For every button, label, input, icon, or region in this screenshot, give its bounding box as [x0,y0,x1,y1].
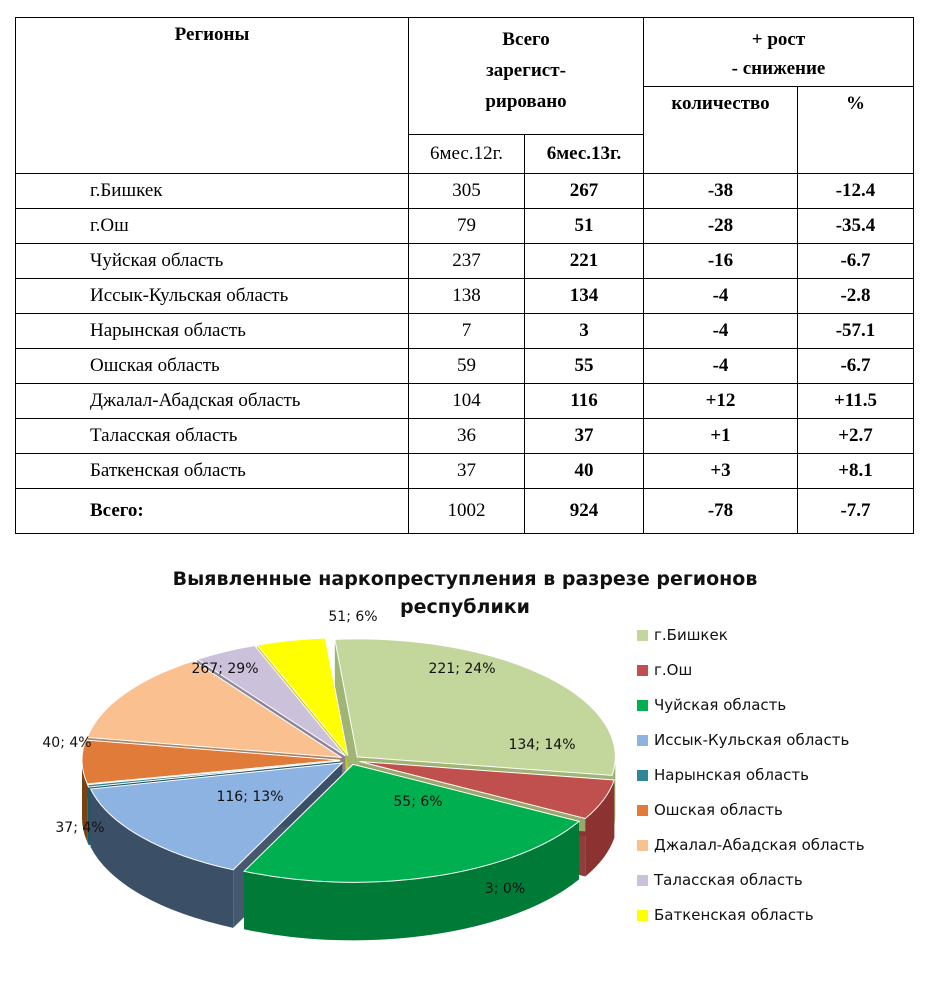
row-percent: -57.1 [798,314,914,349]
legend-swatch-5 [637,805,648,816]
row-quantity: -4 [644,279,798,314]
pie-slice-label-3: 134; 14% [508,737,576,753]
row-region: Джалал-Абадская область [16,384,409,419]
row-2012: 305 [409,174,525,209]
row-2012: 36 [409,419,525,454]
row-2012: 138 [409,279,525,314]
legend-entry-7: Таласская область [654,871,803,889]
header-change [644,18,914,87]
row-2012: 7 [409,314,525,349]
header-period-2012-text: 6мес.12г. [429,143,503,165]
row-percent: -2.8 [798,279,914,314]
row-2013: 221 [525,244,644,279]
table-row [16,174,914,209]
header-quantity [644,87,798,174]
row-region: Таласская область [16,419,409,454]
row-region: г.Бишкек [16,174,409,209]
legend-swatch-6 [637,840,648,851]
pie-slice-label-2: 221; 24% [428,661,496,677]
table-row [16,349,914,384]
table-row [16,384,914,419]
total-quantity: -78 [644,489,798,534]
row-percent: -35.4 [798,209,914,244]
row-region: Баткенская область [16,454,409,489]
header-region [16,18,409,174]
total-2013: 924 [525,489,644,534]
pie-slice-label-8: 40; 4% [42,735,92,751]
row-percent: -12.4 [798,174,914,209]
row-percent: +8.1 [798,454,914,489]
header-period-2012 [409,135,525,174]
chart-title-line2: республики [400,596,530,618]
header-percent-text: % [846,93,865,114]
pie-side-4 [88,785,89,845]
table-row [16,279,914,314]
row-2012: 237 [409,244,525,279]
header-percent [798,87,914,174]
legend-entry-2: Чуйская область [654,696,787,714]
row-2012: 59 [409,349,525,384]
row-quantity: -38 [644,174,798,209]
header-registered [409,18,644,135]
header-registered-line1: Всего [502,29,550,50]
pie-chart [0,555,926,1000]
pie-slice-label-7: 37; 4% [55,820,105,836]
chart-title-line1: Выявленные наркопреступления в разрезе регионов [172,568,758,590]
row-region: Чуйская область [16,244,409,279]
row-2013: 267 [525,174,644,209]
pie-slice-0 [335,639,615,776]
row-quantity: +3 [644,454,798,489]
row-quantity: +1 [644,419,798,454]
table-row [16,209,914,244]
pie-slice-label-5: 55; 6% [393,794,443,810]
total-percent: -7.7 [798,489,914,534]
row-2013: 116 [525,384,644,419]
pie-slice-label-4: 3; 0% [484,881,526,897]
row-quantity: +12 [644,384,798,419]
legend-entry-3: Иссык-Кульская область [654,731,850,749]
table-row [16,419,914,454]
legend-entry-8: Баткенская область [654,906,814,924]
row-percent: +2.7 [798,419,914,454]
header-period-2013-text: 6мес.13г. [546,143,622,165]
header-quantity-text: количество [671,93,770,114]
row-2013: 134 [525,279,644,314]
row-region: Нарынская область [16,314,409,349]
legend-entry-1: г.Ош [654,661,693,679]
legend-swatch-4 [637,770,648,781]
row-quantity: -28 [644,209,798,244]
total-2012: 1002 [409,489,525,534]
header-period-2013 [525,135,644,174]
legend-swatch-0 [637,630,648,641]
row-percent: -6.7 [798,349,914,384]
row-2013: 3 [525,314,644,349]
row-quantity: -4 [644,314,798,349]
total-label: Всего: [16,489,409,534]
row-2013: 40 [525,454,644,489]
row-2013: 51 [525,209,644,244]
chart-legend [637,626,865,924]
legend-entry-4: Нарынская область [654,766,809,784]
legend-entry-5: Ошская область [654,801,783,819]
header-change-line1: + рост [751,29,806,50]
row-percent: +11.5 [798,384,914,419]
row-quantity: -4 [644,349,798,384]
table-row [16,454,914,489]
legend-swatch-2 [637,700,648,711]
table-row [16,314,914,349]
table-row [16,244,914,279]
header-change-line2: - снижение [731,58,826,79]
row-2013: 55 [525,349,644,384]
row-region: Иссык-Кульская область [16,279,409,314]
row-region: Ошская область [16,349,409,384]
legend-swatch-7 [637,875,648,886]
row-region: г.Ош [16,209,409,244]
row-2013: 37 [525,419,644,454]
pie-slice-label-1: 51; 6% [328,609,378,625]
statistics-table [15,17,914,534]
legend-swatch-8 [637,910,648,921]
row-2012: 79 [409,209,525,244]
legend-entry-6: Джалал-Абадская область [654,836,865,854]
table-total-row [16,489,914,534]
row-quantity: -16 [644,244,798,279]
legend-swatch-3 [637,735,648,746]
row-2012: 104 [409,384,525,419]
header-registered-line2: зарегист- [486,60,566,81]
row-percent: -6.7 [798,244,914,279]
legend-entry-0: г.Бишкек [654,626,728,644]
pie-slice-label-0: 267; 29% [191,661,259,677]
header-region-text: Регионы [174,24,250,45]
pie-slice-label-6: 116; 13% [216,789,284,805]
legend-swatch-1 [637,665,648,676]
row-2012: 37 [409,454,525,489]
header-registered-line3: рировано [485,91,567,112]
